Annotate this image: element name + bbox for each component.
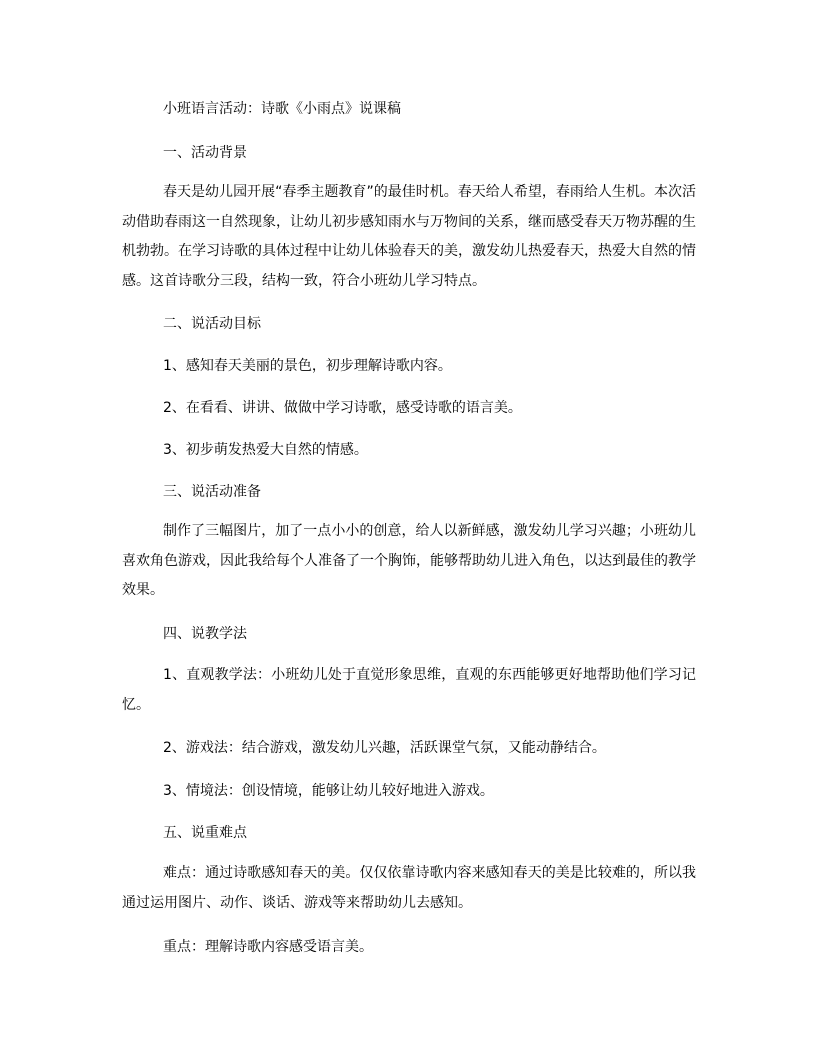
method-item-2: 2、游戏法：结合游戏，激发幼儿兴趣，活跃课堂气氛，又能动静结合。 (163, 740, 606, 756)
goal-item-1: 1、感知春天美丽的景色，初步理解诗歌内容。 (163, 358, 452, 374)
document-page (122, 0, 696, 1056)
methods-heading: 四、说教学法 (163, 626, 247, 642)
focus-paragraph: 重点：理解诗歌内容感受语言美。 (163, 939, 373, 955)
goal-item-2: 2、在看看、讲讲、做做中学习诗歌，感受诗歌的语言美。 (163, 400, 522, 416)
keypoints-heading: 五、说重难点 (163, 825, 247, 841)
difficulty-paragraph: 难点：通过诗歌感知春天的美。仅仅依靠诗歌内容来感知春天的美是比较难的，所以我通过运用图片、动作、谈话、游戏等来帮助幼儿去感知。 (122, 865, 696, 911)
background-paragraph: 春天是幼儿园开展“春季主题教育”的最佳时机。春天给人希望，春雨给人生机。本次活动借助春雨这一自然现象，让幼儿初步感知雨水与万物间的关系，继而感受春天万物苏醒的生机勃勃。在学习诗歌的具体过程中让幼儿体验春天的美，激发幼儿热爱春天，热爱大自然的情感。这首诗歌分三段，结构一致，符合小班幼儿学习特点。 (122, 184, 696, 289)
method-item-1: 1、直观教学法：小班幼儿处于直觉形象思维，直观的东西能够更好地帮助他们学习记忆。 (122, 667, 696, 713)
document-title: 小班语言活动：诗歌《小雨点》说课稿 (163, 101, 401, 117)
method-item-3: 3、情境法：创设情境，能够让幼儿较好地进入游戏。 (163, 783, 494, 799)
prep-paragraph: 制作了三幅图片，加了一点小小的创意，给人以新鲜感，激发幼儿学习兴趣；小班幼儿喜欢角色游戏，因此我给每个人准备了一个胸饰，能够帮助幼儿进入角色，以达到最佳的教学效果。 (122, 523, 696, 598)
goals-heading: 二、说活动目标 (163, 316, 261, 332)
background-heading: 一、活动背景 (163, 145, 247, 161)
prep-heading: 三、说活动准备 (163, 484, 261, 500)
goal-item-3: 3、初步萌发热爱大自然的情感。 (163, 442, 368, 458)
